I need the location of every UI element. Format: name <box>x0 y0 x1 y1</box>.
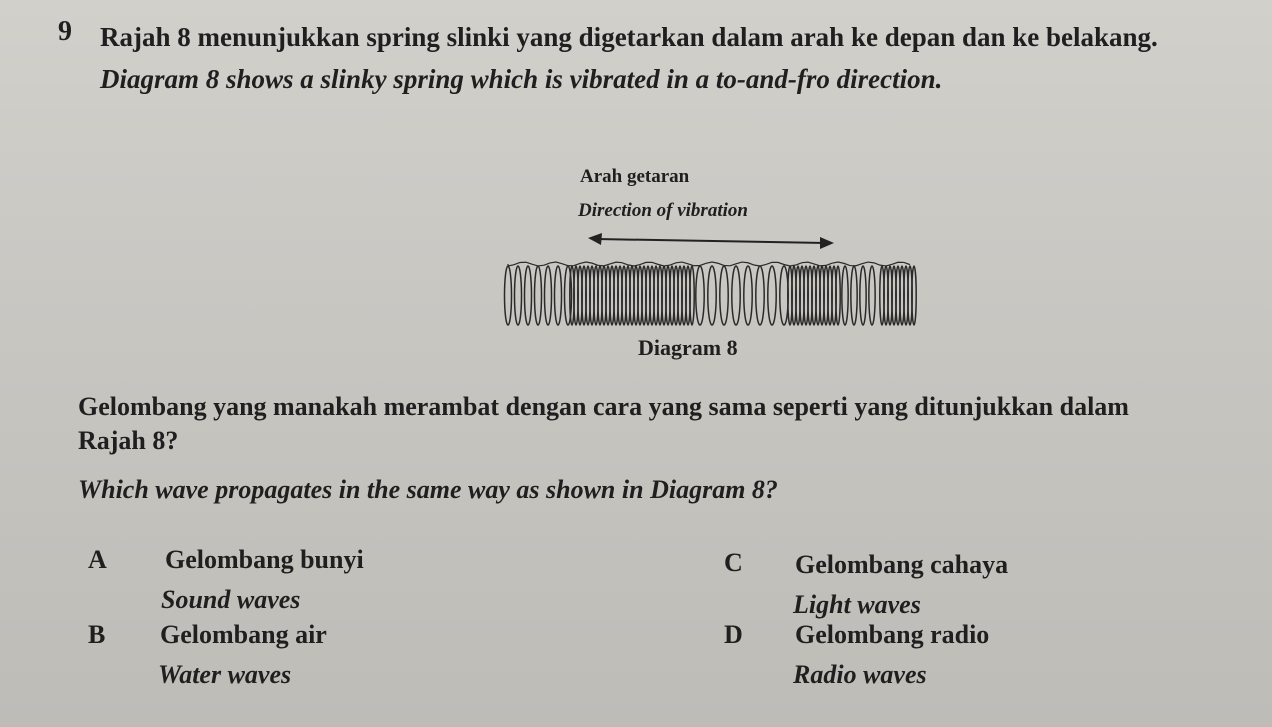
option-a-english[interactable]: Sound waves <box>161 585 301 614</box>
slinky-coil <box>744 266 752 325</box>
slinky-coil <box>720 266 728 325</box>
question-prompt-malay-line1: Gelombang yang manakah merambat dengan cara yang sama seperti yang ditunjukkan dalam <box>78 392 1129 421</box>
slinky-coil <box>842 266 848 325</box>
slinky-coil <box>535 266 542 325</box>
slinky-coil <box>732 266 740 325</box>
slinky-coil <box>756 266 764 325</box>
slinky-top-edge <box>508 262 910 266</box>
slinky-coil <box>690 266 694 325</box>
option-c-english[interactable]: Light waves <box>793 590 921 619</box>
double-headed-arrow <box>588 233 834 249</box>
slinky-coils <box>505 262 917 325</box>
question-stem-malay: Rajah 8 menunjukkan spring slinki yang digetarkan dalam arah ke depan dan ke belakang. <box>100 22 1158 52</box>
slinky-coil <box>860 266 866 325</box>
question-prompt-english: Which wave propagates in the same way as shown in Diagram 8? <box>78 475 778 504</box>
slinky-coil <box>780 266 788 325</box>
option-b-malay[interactable]: Gelombang air <box>160 620 327 649</box>
vibration-direction-label-malay: Arah getaran <box>580 166 690 187</box>
question-stem-english: Diagram 8 shows a slinky spring which is vibrated in a to-and-fro direction. <box>100 64 943 94</box>
slinky-coil <box>525 266 532 325</box>
slinky-coil <box>505 266 512 325</box>
option-b-letter[interactable]: B <box>88 620 106 649</box>
slinky-coil <box>545 266 552 325</box>
option-a-malay[interactable]: Gelombang bunyi <box>165 545 364 574</box>
option-d-malay[interactable]: Gelombang radio <box>795 620 990 649</box>
option-a-letter[interactable]: A <box>88 545 107 574</box>
slinky-coil <box>869 266 875 325</box>
slinky-coil <box>851 266 857 325</box>
question-prompt-malay-line2: Rajah 8? <box>78 426 179 455</box>
slinky-coil <box>555 266 562 325</box>
option-d-english[interactable]: Radio waves <box>793 660 927 689</box>
slinky-coil <box>912 266 916 325</box>
slinky-coil <box>708 266 716 325</box>
option-d-letter[interactable]: D <box>724 620 743 649</box>
option-b-english[interactable]: Water waves <box>158 660 292 689</box>
vibration-direction-label-english: Direction of vibration <box>578 200 748 221</box>
slinky-coil <box>836 266 840 325</box>
slinky-coil <box>768 266 776 325</box>
slinky-coil <box>696 266 704 325</box>
option-c-malay[interactable]: Gelombang cahaya <box>795 550 1009 579</box>
question-number: 9 <box>58 16 72 47</box>
option-c-letter[interactable]: C <box>724 548 743 577</box>
slinky-coil <box>515 266 522 325</box>
slinky-spring-diagram <box>500 228 930 333</box>
diagram-caption: Diagram 8 <box>638 335 738 360</box>
